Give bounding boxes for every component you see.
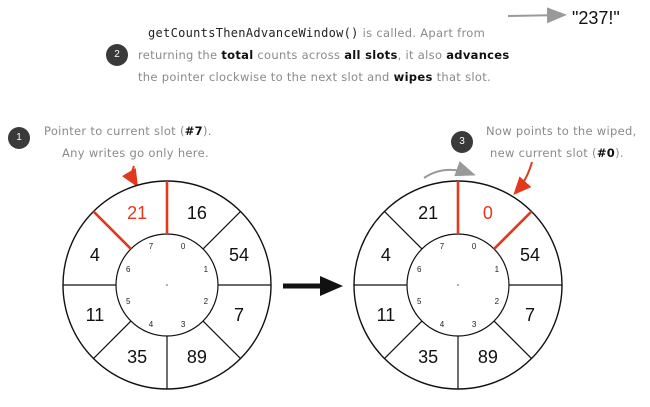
before-slot-1-count: 54 [229,245,250,266]
before-slot-5-count: 11 [85,304,105,325]
after-slot-4-index: 4 [439,319,445,329]
after-slot-6-index: 6 [416,264,422,274]
step-2-text: the pointer clockwise to the next slot and [138,70,390,84]
result-arrow [508,15,563,16]
after-slot-4-count: 35 [418,347,439,368]
step-1-text: Pointer to current slot ( [44,124,185,138]
before-slot-4-index: 4 [148,319,154,329]
step-1-text: ). [202,124,212,138]
before-slot-2-count: 7 [234,304,245,325]
after-center-dot [457,284,459,286]
step-3-bold-slot: #0 [596,146,616,160]
step-2-text: that slot. [436,70,491,84]
step-2-text: , it also [397,48,443,62]
step-2-line-1-tail: is called. Apart from [362,26,486,40]
step-2-bold-all-slots: all slots [344,48,398,62]
step-2-bold-advances: advances [446,48,510,62]
after-slot-7-index: 7 [439,242,445,252]
step-3-line-1: Now points to the wiped, [486,124,637,138]
after-slot-7-count: 21 [418,202,439,223]
after-slot-0-index: 0 [471,242,477,252]
step-1-bold-slot: #7 [184,124,203,138]
before-slot-0-count: 16 [186,202,207,223]
after-slot-6-count: 4 [380,245,391,266]
method-call: getCountsThenAdvanceWindow() [148,26,359,40]
step-2-text: returning the [138,48,218,62]
result-value: "237!" [572,8,620,28]
step-3-text: ). [615,146,624,160]
after-slot-2-count: 7 [525,304,536,325]
step-2-bold-wipes: wipes [393,70,433,84]
before-center-dot [166,284,168,286]
after-slot-5-index: 5 [416,297,422,307]
after-slot-3-index: 3 [471,319,477,329]
step-1-pointer-arrow [132,166,136,184]
after-slot-5-count: 11 [376,304,396,325]
before-slot-0-index: 0 [180,242,186,252]
step-3-pointer-arrow [516,162,532,192]
rotation-arrow [424,170,472,178]
before-slot-3-index: 3 [180,319,186,329]
after-slot-2-index: 2 [494,297,500,307]
before-slot-7-index: 7 [148,242,154,252]
before-slot-6-count: 4 [89,245,100,266]
before-slot-6-index: 6 [125,264,131,274]
before-slot-4-count: 35 [127,347,148,368]
step-2-bold-total: total [221,48,254,62]
before-slot-5-index: 5 [125,297,131,307]
step-1-line-2: Any writes go only here. [62,146,209,160]
step-3-badge: 3 [451,131,473,153]
after-slot-0-count: 0 [482,202,493,223]
step-2-badge: 2 [106,44,128,66]
after-slot-1-index: 1 [494,264,500,274]
before-slot-2-index: 2 [203,297,209,307]
after-slot-1-count: 54 [520,245,541,266]
before-slot-3-count: 89 [186,347,207,368]
wheel-before [63,181,271,389]
transition-arrow [283,276,343,296]
wheel-after [354,181,562,389]
before-slot-1-index: 1 [203,264,209,274]
after-slot-3-count: 89 [477,347,498,368]
before-slot-7-count: 21 [127,202,148,223]
step-1-badge: 1 [8,127,30,149]
step-2-text: counts across [257,48,341,62]
step-3-text: new current slot ( [490,146,597,160]
